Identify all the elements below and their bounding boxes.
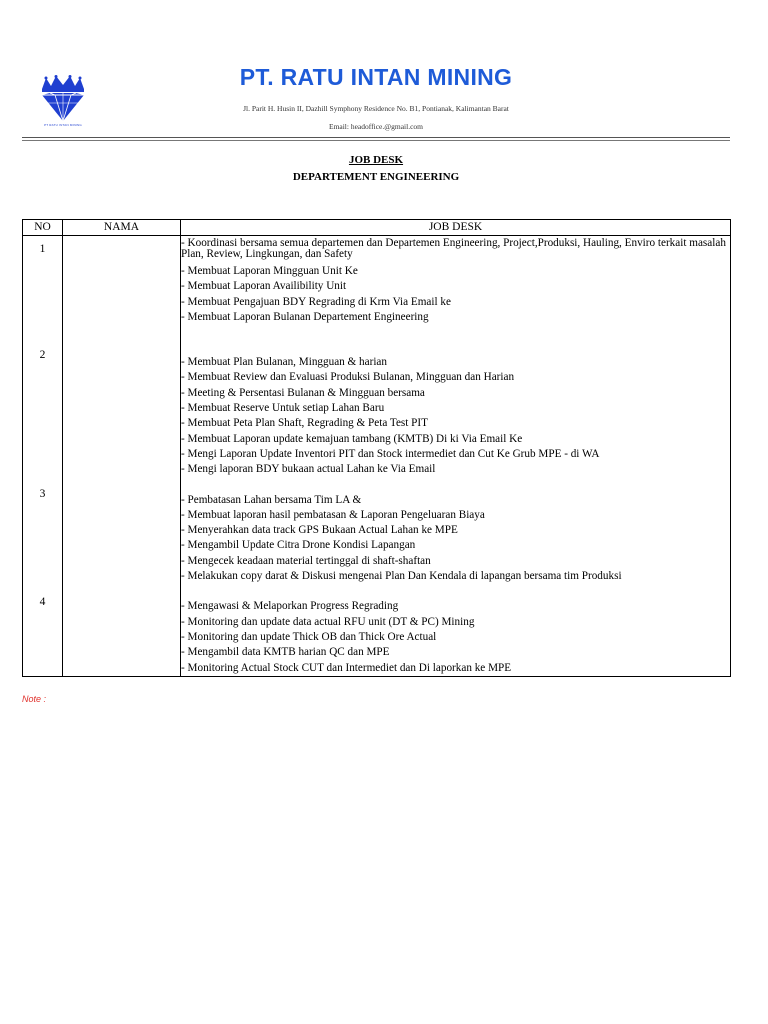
document-subtitle: DEPARTEMENT ENGINEERING xyxy=(292,171,460,183)
list-item: - Pembatasan Lahan bersama Tim LA & xyxy=(181,493,362,506)
group-number: 3 xyxy=(39,487,46,500)
header-nama: NAMA xyxy=(63,220,181,236)
list-item: - Mengambil data KMTB harian QC dan MPE xyxy=(181,646,390,659)
list-item: - Membuat Laporan Bulanan Departement Engineering xyxy=(181,310,429,323)
list-item: - Mengambil Update Citra Drone Kondisi Lapangan xyxy=(181,539,416,552)
list-item: - Menyerahkan data track GPS Bukaan Actual Lahan ke MPE xyxy=(181,524,458,537)
job-desk-column xyxy=(181,236,731,677)
task-group-2 xyxy=(181,355,730,477)
list-item: - Membuat Laporan Availibility Unit xyxy=(181,280,347,293)
company-address: Jl. Parit H. Husin II, Dazhill Symphony Residence No. B1, Pontianak, Kalimantan Barat xyxy=(243,104,509,113)
header-divider xyxy=(22,137,730,138)
task-group-1 xyxy=(181,236,730,325)
table-header-row xyxy=(23,220,731,236)
group-number: 2 xyxy=(39,349,46,362)
no-column xyxy=(23,236,63,677)
list-item: - Melakukan copy darat & Diskusi mengenai Plan Dan Kendala di lapangan bersama tim Produksi xyxy=(181,570,622,583)
list-item: - Meeting & Persentasi Bulanan & Mingguan bersama xyxy=(181,386,425,399)
list-item: - Monitoring Actual Stock CUT dan Intermediet dan Di laporkan ke MPE xyxy=(181,661,512,674)
group-number: 1 xyxy=(39,243,46,255)
list-item: - Mengawasi & Melaporkan Progress Regrading xyxy=(181,600,399,613)
logo-text: PT RATU INTAN MINING xyxy=(44,123,82,127)
list-item: - Mengecek keadaan material tertinggal di shaft-shaftan xyxy=(181,554,431,567)
list-item: - Membuat Pengajuan BDY Regrading di Krm Via Email ke xyxy=(181,295,451,308)
task-group-3 xyxy=(181,493,730,585)
company-name: PT. RATU INTAN MINING xyxy=(239,64,513,90)
job-desk-table xyxy=(22,219,731,677)
company-email: Email: headoffice.@gmail.com xyxy=(328,122,424,131)
group-number: 4 xyxy=(39,595,46,608)
list-item: - Koordinasi bersama semua departemen dan Departemen Engineering, Project,Produksi, Hauling, Enviro terkait masalah Plan, Review, Lingkungan, dan Safety xyxy=(181,237,726,260)
list-item: - Membuat Laporan update kemajuan tambang (KMTB) Di ki Via Email Ke xyxy=(181,432,523,445)
task-group-4 xyxy=(181,599,730,675)
header-no: NO xyxy=(23,220,63,236)
list-item: - Membuat laporan hasil pembatasan & Laporan Pengeluaran Biaya xyxy=(181,508,485,521)
nama-column xyxy=(63,236,181,677)
list-item: - Membuat Plan Bulanan, Mingguan & harian xyxy=(181,356,387,369)
header-job-desk: JOB DESK xyxy=(181,220,731,236)
list-item: - Mengi laporan BDY bukaan actual Lahan ke Via Email xyxy=(181,463,436,476)
list-item: - Monitoring dan update Thick OB dan Thick Ore Actual xyxy=(181,630,437,643)
list-item: - Membuat Reserve Untuk setiap Lahan Baru xyxy=(181,402,385,415)
list-item: - Membuat Laporan Mingguan Unit Ke xyxy=(181,265,358,277)
list-item: - Mengi Laporan Update Inventori PIT dan Stock intermediet dan Cut Ke Grub MPE - di WA xyxy=(181,447,600,460)
list-item: - Monitoring dan update data actual RFU unit (DT & PC) Mining xyxy=(181,615,475,628)
document-title: JOB DESK xyxy=(348,154,404,166)
list-item: - Membuat Peta Plan Shaft, Regrading & Peta Test PIT xyxy=(181,417,428,430)
note-label: Note : xyxy=(22,694,47,704)
list-item: - Membuat Review dan Evaluasi Produksi Bulanan, Mingguan dan Harian xyxy=(181,371,515,384)
table-row xyxy=(23,236,731,677)
header-divider-thin xyxy=(22,140,730,141)
